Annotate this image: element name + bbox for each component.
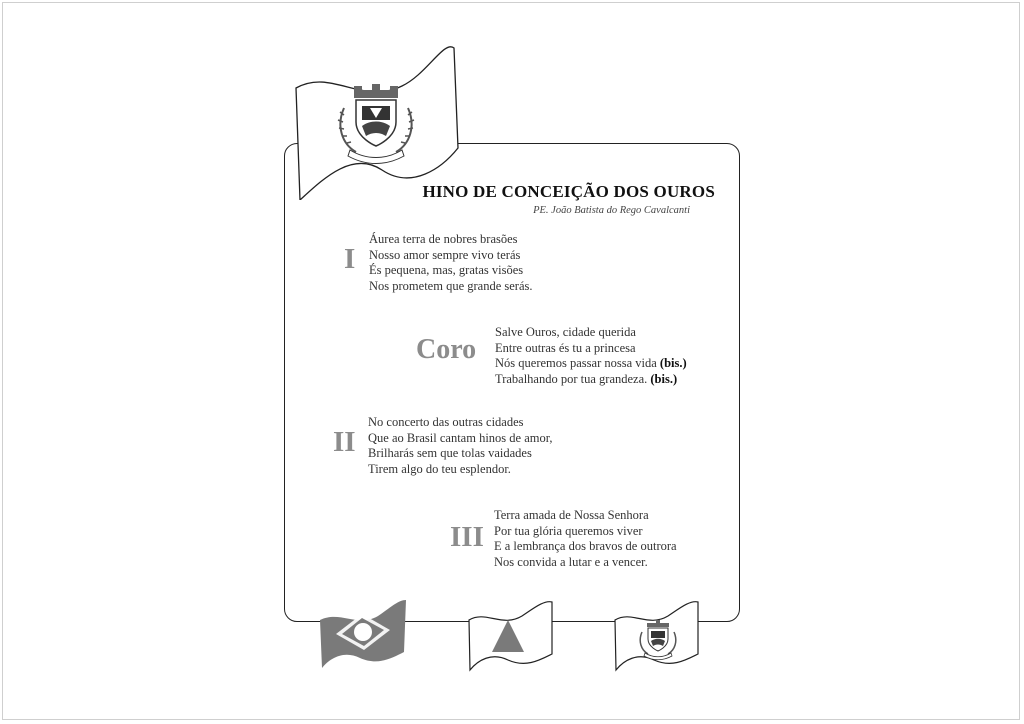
stanza-1-line: És pequena, mas, gratas visões	[369, 263, 524, 277]
stanza-1-line: Nos prometem que grande serás.	[369, 278, 533, 293]
stanza-2-numeral: II	[333, 426, 356, 458]
stanza-3-line: E a lembrança dos bravos de outrora	[494, 539, 677, 553]
chorus-line: Trabalhando por tua grandeza.	[495, 371, 648, 386]
chorus	[495, 325, 687, 387]
stanza-2-line: Tirem algo do teu esplendor.	[368, 461, 511, 476]
stanza-3-numeral: III	[450, 521, 484, 553]
stanza-3-line: Por tua glória queremos viver	[494, 523, 643, 538]
stanza-3	[494, 508, 677, 570]
municipal-flag-top	[292, 40, 464, 200]
stanza-2-line: No concerto das outras cidades	[368, 415, 524, 429]
chorus-line-with-repeat	[495, 372, 687, 388]
stanza-2-line: Brilharás sem que tolas vaidades	[368, 446, 532, 460]
repeat-mark: (bis.)	[650, 371, 678, 386]
stanza-1-line: Áurea terra de nobres brasões	[369, 232, 518, 246]
repeat-mark: (bis.)	[659, 356, 687, 370]
stanza-1	[369, 232, 533, 294]
municipal-flag-bottom-icon	[612, 598, 702, 672]
stanza-1-numeral: I	[344, 243, 356, 275]
stanza-1-line: Nosso amor sempre vivo terás	[369, 247, 521, 262]
stanza-2-line: Que ao Brasil cantam hinos de amor,	[368, 430, 553, 445]
hymn-title: HINO DE CONCEIÇÃO DOS OUROS	[422, 182, 715, 201]
stanza-2	[368, 415, 553, 477]
stanza-3-line: Terra amada de Nossa Senhora	[494, 508, 649, 522]
state-flag-icon	[466, 598, 556, 672]
hymn-author: PE. João Batista do Rego Cavalcanti	[533, 205, 690, 216]
chorus-label: Coro	[416, 334, 477, 365]
chorus-line: Salve Ouros, cidade querida	[495, 325, 636, 339]
brazil-flag-icon	[318, 596, 408, 670]
stanza-3-line: Nos convida a lutar e a vencer.	[494, 554, 648, 569]
chorus-line: Nós queremos passar nossa vida	[495, 356, 657, 370]
chorus-line-with-repeat	[495, 356, 687, 372]
chorus-line: Entre outras és tu a princesa	[495, 340, 636, 355]
